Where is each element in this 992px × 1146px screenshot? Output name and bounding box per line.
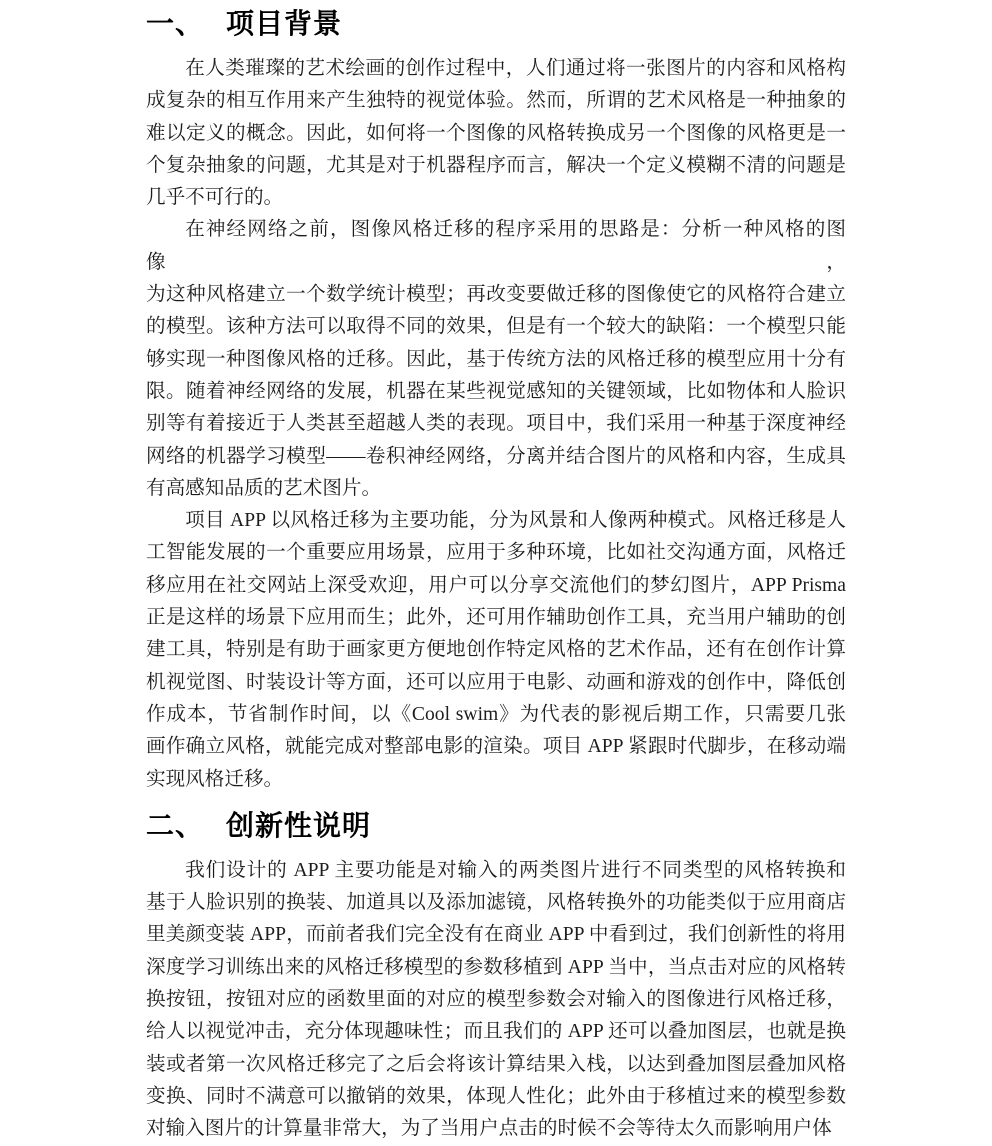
text-line: 个复杂抽象的问题，尤其是对于机器程序而言，解决一个定义模糊不清的问题是 <box>146 154 846 176</box>
text-line: 装或者第一次风格迁移完了之后会将该计算结果入栈，以达到叠加图层叠加风格 <box>146 1053 846 1075</box>
text-line: 项目 APP 以风格迁移为主要功能，分为风景和人像两种模式。风格迁移是人 <box>185 510 846 532</box>
section-body <box>146 855 846 1146</box>
heading-number: 二、 <box>146 808 205 842</box>
paragraph <box>146 214 846 505</box>
text-line: 够实现一种图像风格的迁移。因此，基于传统方法的风格迁移的模型应用十分有 <box>146 348 846 370</box>
text-line: 工智能发展的一个重要应用场景，应用于多种环境，比如社交沟通方面，风格迁 <box>146 542 846 564</box>
text-line: 给人以视觉冲击，充分体现趣味性；而且我们的 APP 还可以叠加图层，也就是换 <box>146 1021 846 1043</box>
text-line: 限。随着神经网络的发展，机器在某些视觉感知的关键领域，比如物体和人脸识 <box>146 380 846 402</box>
text-line: 为这种风格建立一个数学统计模型；再改变要做迁移的图像使它的风格符合建立 <box>146 284 846 306</box>
text-line: 作成本，节省制作时间，以《Cool swim》为代表的影视后期工作，只需要几张 <box>146 703 846 725</box>
text-line: 在神经网络之前，图像风格迁移的程序采用的思路是：分析一种风格的图像， <box>146 219 846 273</box>
heading-number: 一、 <box>146 7 205 40</box>
section-heading <box>146 6 846 42</box>
paragraph <box>146 855 846 1146</box>
heading-title: 项目背景 <box>226 7 343 40</box>
text-line: 别等有着接近于人类甚至超越人类的表现。项目中，我们采用一种基于深度神经 <box>146 413 846 435</box>
text-line: 网络的机器学习模型——卷积神经网络，分离并结合图片的风格和内容，生成具 <box>146 445 846 467</box>
text-line: 难以定义的概念。因此，如何将一个图像的风格转换成另一个图像的风格更是一 <box>146 122 846 144</box>
text-line: 画作确立风格，就能完成对整部电影的渲染。项目 APP 紧跟时代脚步，在移动端 <box>146 736 846 758</box>
text-line: 正是这样的场景下应用而生；此外，还可用作辅助创作工具，充当用户辅助的创 <box>146 607 846 629</box>
text-line: 在人类璀璨的艺术绘画的创作过程中，人们通过将一张图片的内容和风格构 <box>185 58 846 79</box>
text-line: 机视觉图、时装设计等方面，还可以应用于电影、动画和游戏的创作中，降低创 <box>146 671 846 693</box>
text-line: 基于人脸识别的换装、加道具以及添加滤镜，风格转换外的功能类似于应用商店 <box>146 892 846 914</box>
paragraph <box>146 505 846 796</box>
text-line: 的模型。该种方法可以取得不同的效果，但是有一个较大的缺陷：一个模型只能 <box>146 316 846 338</box>
text-line: 有高感知品质的艺术图片。 <box>146 477 382 499</box>
text-line: 实现风格迁移。 <box>146 768 284 790</box>
section-innovation-description <box>146 808 846 1146</box>
heading-title: 创新性说明 <box>226 808 372 842</box>
text-line: 移应用在社交网站上深受欢迎，用户可以分享交流他们的梦幻图片，APP Prisma <box>146 574 846 596</box>
text-line: 成复杂的相互作用来产生独特的视觉体验。然而，所谓的艺术风格是一种抽象的 <box>146 90 846 112</box>
text-line: 几乎不可行的。 <box>146 187 284 209</box>
text-line: 里美颜变装 APP，而前者我们完全没有在商业 APP 中看到过，我们创新性的将用 <box>146 924 846 946</box>
section-body <box>146 53 846 796</box>
section-heading <box>146 808 846 844</box>
text-line: 建工具，特别是有助于画家更方便地创作特定风格的艺术作品，还有在创作计算 <box>146 639 846 661</box>
text-line: 换按钮，按钮对应的函数里面的对应的模型参数会对输入的图像进行风格迁移， <box>146 989 846 1011</box>
text-line: 对输入图片的计算量非常大，为了当用户点击的时候不会等待太久而影响用户体 <box>146 1118 832 1140</box>
paragraph <box>146 53 846 214</box>
text-line: 变换、同时不满意可以撤销的效果，体现人性化；此外由于移植过来的模型参数 <box>146 1085 846 1107</box>
text-line: 我们设计的 APP 主要功能是对输入的两类图片进行不同类型的风格转换和 <box>185 859 846 881</box>
text-line: 深度学习训练出来的风格迁移模型的参数移植到 APP 当中，当点击对应的风格转 <box>146 956 846 978</box>
section-project-background <box>146 6 846 796</box>
